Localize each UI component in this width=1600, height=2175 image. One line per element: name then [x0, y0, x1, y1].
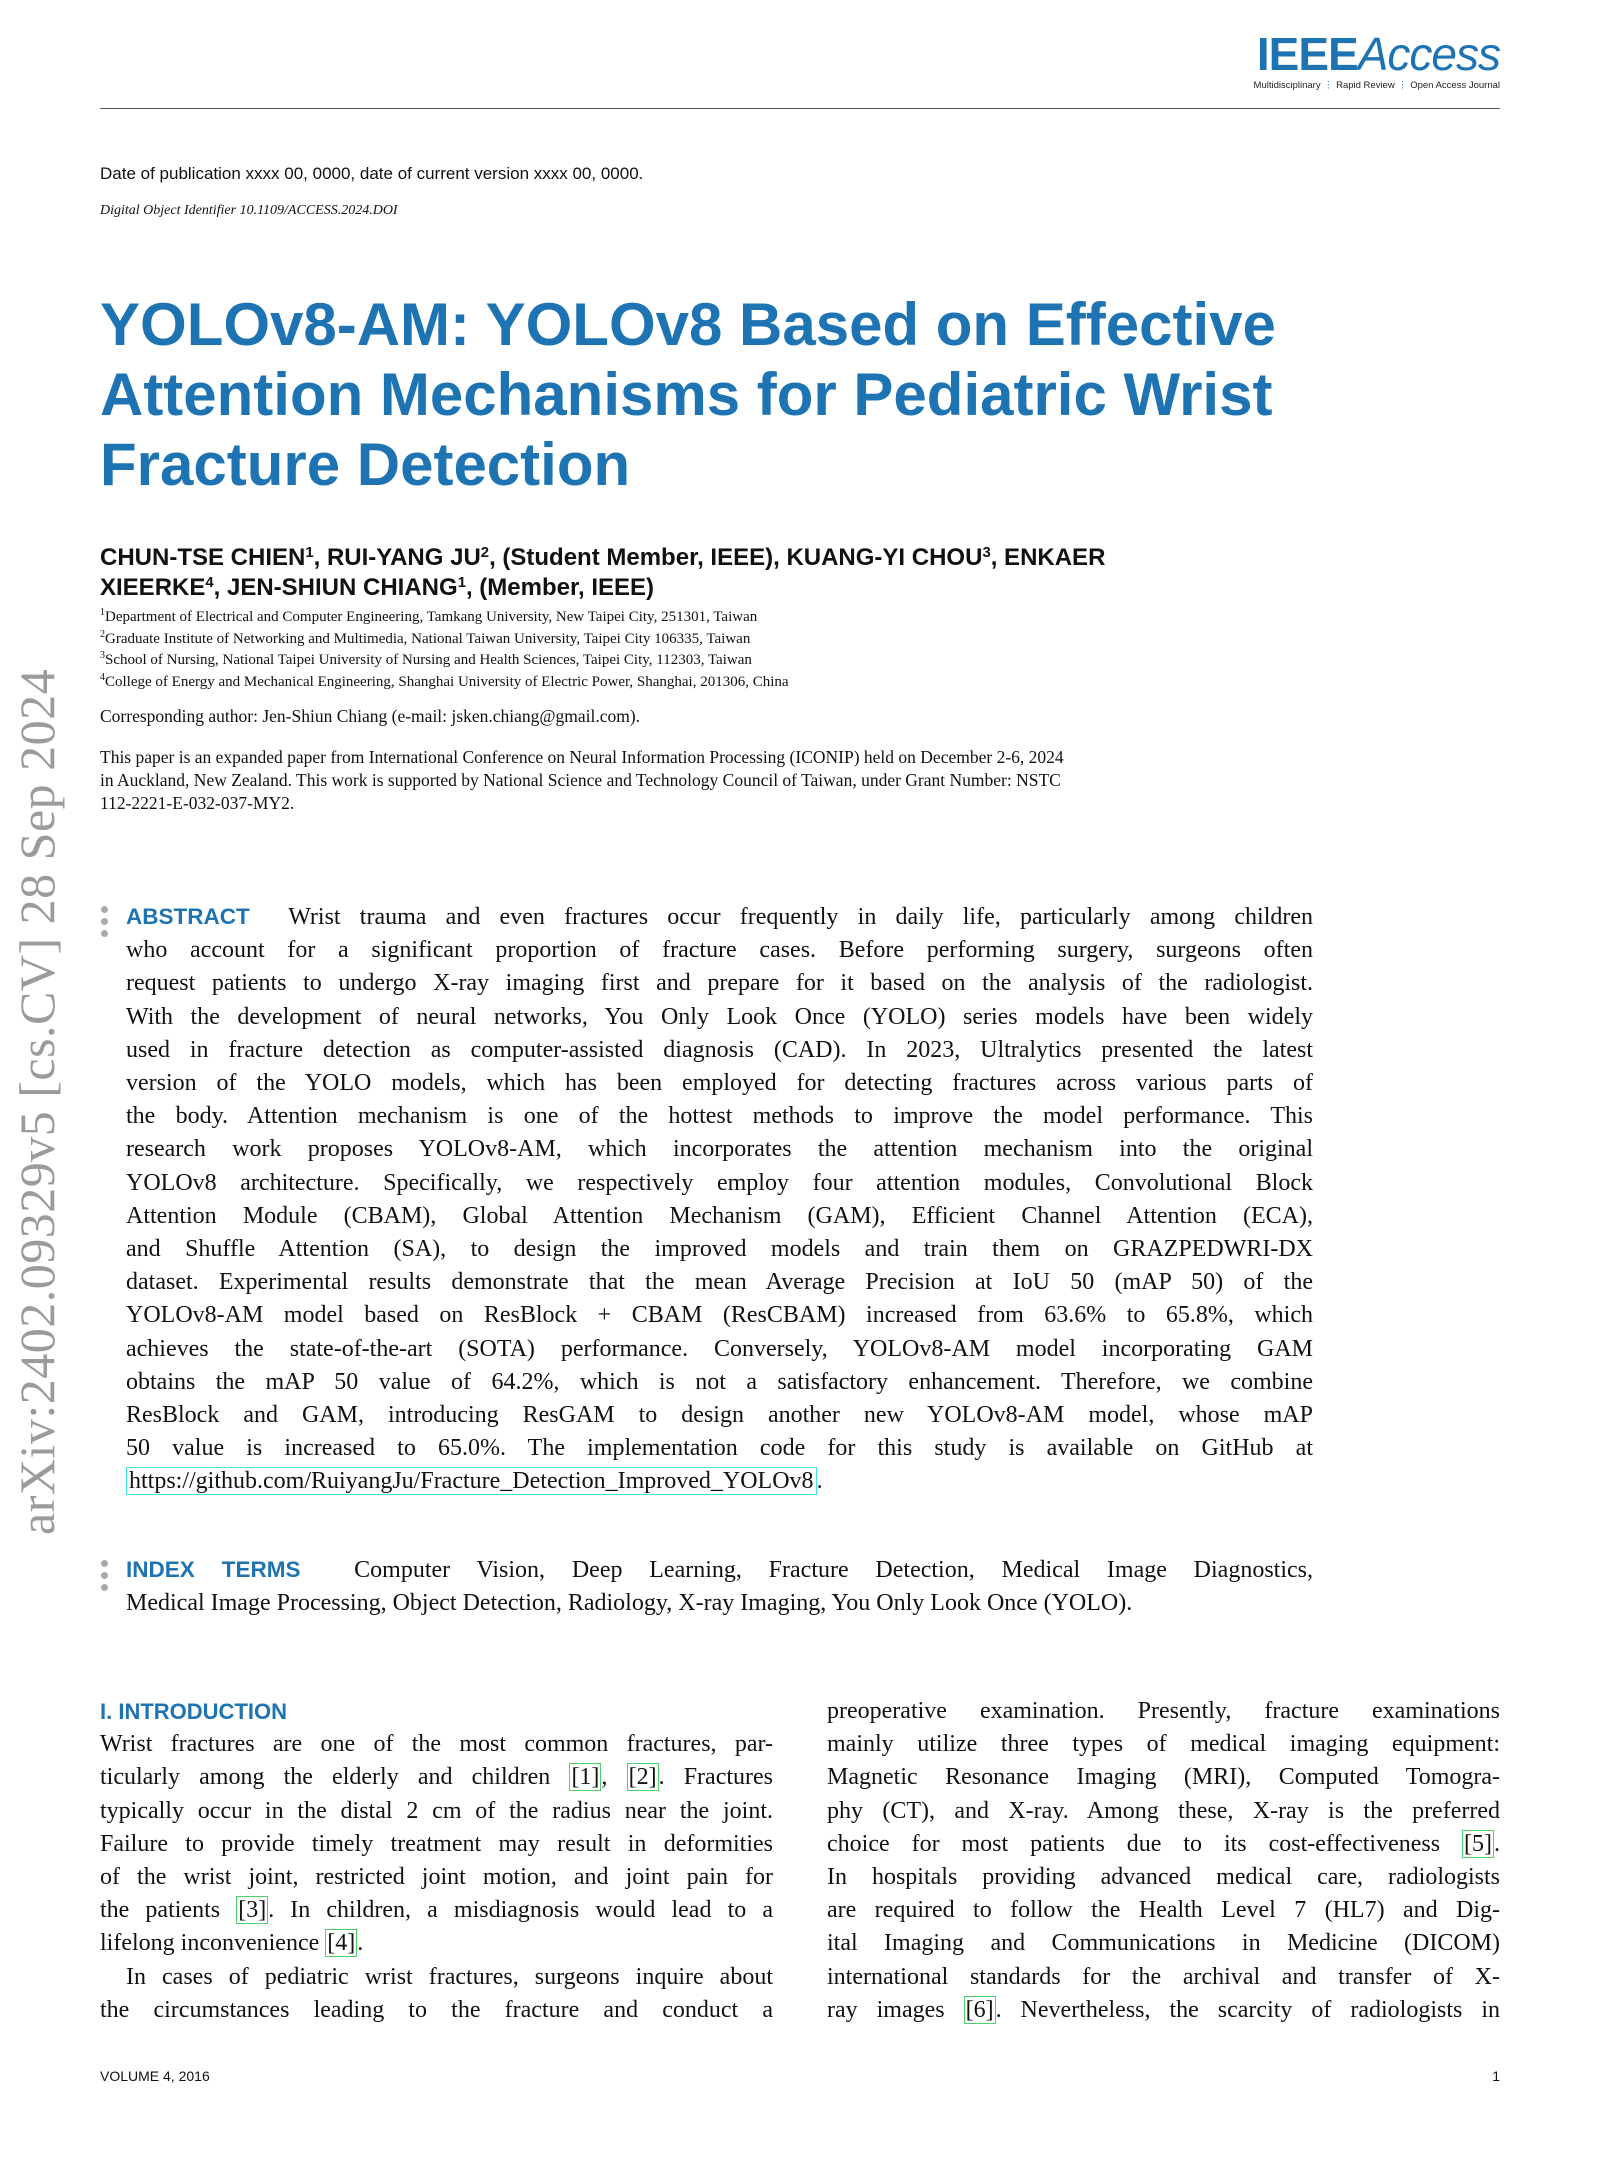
affiliation-text: College of Energy and Mechanical Engineering, Shanghai University of Electric Power, Shanghai, 201306, China [105, 673, 789, 690]
journal-tagline [1254, 80, 1500, 91]
author-sup: 3 [982, 544, 991, 561]
body-line: are required to follow the Health Level 7 (HL7) and Dig- [827, 1897, 1500, 1924]
brand-access: Access [1357, 28, 1500, 80]
abstract-line: Attention Module (CBAM), Global Attention Mechanism (GAM), Efficient Channel Attention (ECA), [126, 1202, 1313, 1229]
body-line: mainly utilize three types of medical imaging equipment: [827, 1731, 1500, 1758]
abstract-line: ResBlock and GAM, introducing ResGAM to design another new YOLOv8-AM model, whose mAP [126, 1402, 1313, 1429]
abstract-line: obtains the mAP 50 value of 64.2%, which is not a satisfactory enhancement. Therefore, we combine [126, 1368, 1313, 1395]
body-line [827, 1994, 1500, 2027]
tagline-separator: ⋮ [1397, 80, 1408, 91]
author-sup: 4 [205, 574, 214, 591]
body-text: the patients [100, 1897, 237, 1924]
index-terms-heading: INDEX TERMS [126, 1557, 301, 1582]
abstract-text: Wrist trauma and even fractures occur frequently in daily life, particularly among children [288, 904, 1314, 930]
citation-link[interactable]: [6] [965, 1996, 994, 2023]
citation-link[interactable]: [2] [628, 1764, 657, 1791]
note-line: 112-2221-E-032-037-MY2. [100, 793, 295, 813]
body-text: . [1494, 1830, 1500, 1857]
title-line: Fracture Detection [100, 431, 631, 498]
footer-volume: VOLUME 4, 2016 [100, 2068, 210, 2084]
author-list [100, 543, 1300, 603]
body-text: . Nevertheless, the scarcity of radiologists in [995, 1996, 1500, 2023]
affiliation-sup: 4 [100, 671, 105, 683]
citation-link[interactable]: [3] [238, 1897, 267, 1924]
body-column-right [827, 1695, 1500, 2027]
tagline-item: Open Access Journal [1410, 80, 1500, 91]
body-line [827, 1828, 1500, 1861]
abstract-line: With the development of neural networks, You Only Look Once (YOLO) series models have been widely [126, 1003, 1313, 1030]
body-line: preoperative examination. Presently, fracture examinations [827, 1698, 1500, 1724]
tagline-item: Rapid Review [1336, 80, 1395, 91]
author: , (Member, IEEE) [465, 574, 655, 601]
abstract-line: the body. Attention mechanism is one of the hottest methods to improve the model performance. This [126, 1103, 1313, 1130]
index-terms [126, 1553, 1313, 1620]
github-link[interactable]: https://github.com/RuiyangJu/Fracture_Detection_Improved_YOLOv8 [126, 1467, 817, 1495]
body-column-left [100, 1695, 773, 2027]
abstract-line: used in fracture detection as computer-assisted diagnosis (CAD). In 2023, Ultralytics presented the latest [126, 1036, 1313, 1063]
abstract-line: 50 value is increased to 65.0%. The implementation code for this study is available on GitHub at [126, 1435, 1313, 1462]
body-line: Wrist fractures are one of the most common fractures, par- [100, 1731, 773, 1758]
publication-date: Date of publication xxxx 00, 0000, date of current version xxxx 00, 0000. [100, 164, 644, 183]
author-sup: 1 [305, 544, 314, 561]
affiliations [100, 607, 789, 693]
body-line [100, 1894, 773, 1927]
body-line: ital Imaging and Communications in Medicine (DICOM) [827, 1930, 1500, 1957]
author-line [100, 573, 1300, 603]
corresponding-author: Corresponding author: Jen-Shiun Chiang (e-mail: jsken.chiang@gmail.com). [100, 706, 641, 726]
tagline-item: Multidisciplinary [1253, 80, 1321, 91]
affiliation [100, 629, 789, 651]
author: , RUI-YANG JU [313, 544, 481, 571]
affiliation [100, 650, 789, 672]
affiliation [100, 672, 789, 694]
body-text: , [601, 1764, 627, 1791]
index-terms-line: Medical Image Processing, Object Detection, Radiology, X-ray Imaging, You Only Look Once (YOLO). [126, 1590, 1133, 1617]
citation-link[interactable]: [1] [571, 1764, 600, 1791]
page-number: 1 [1492, 2068, 1500, 2084]
abstract-line: who account for a significant proportion of fracture cases. Before performing surgery, surgeons often [126, 937, 1313, 964]
body-text: . In children, a misdiagnosis would lead to a [268, 1897, 774, 1924]
body-line: typically occur in the distal 2 cm of the radius near the joint. [100, 1797, 773, 1824]
affiliation-sup: 1 [100, 607, 105, 618]
affiliation-text: Department of Electrical and Computer Engineering, Tamkang University, New Taipei City, 251301, Taiwan [105, 609, 758, 625]
abstract-line: research work proposes YOLOv8-AM, which incorporates the attention mechanism into the original [126, 1136, 1313, 1163]
index-terms-line [126, 1553, 1313, 1587]
affiliation-text: School of Nursing, National Taipei University of Nursing and Health Sciences, Taipei City, 112303, Taiwan [105, 652, 752, 668]
author: , (Student Member, IEEE), KUANG-YI CHOU [489, 544, 983, 571]
author-line [100, 543, 1300, 573]
tagline-separator: ⋮ [1323, 80, 1334, 91]
abstract-line: achieves the state-of-the-art (SOTA) performance. Conversely, YOLOv8-AM model incorporating GAM [126, 1335, 1313, 1362]
body-line: of the wrist joint, restricted joint motion, and joint pain for [100, 1864, 773, 1891]
abstract-line: dataset. Experimental results demonstrate that the mean Average Precision at IoU 50 (mAP 50) of the [126, 1269, 1313, 1296]
author-sup: 2 [480, 544, 490, 561]
affiliation [100, 607, 789, 629]
body-text: lifelong inconvenience [100, 1930, 326, 1957]
author-sup: 1 [457, 574, 466, 591]
body-line: international standards for the archival and transfer of X- [827, 1963, 1500, 1990]
body-text: . Fractures [658, 1764, 774, 1791]
abstract-line: request patients to undergo X-ray imaging first and prepare for it based on the analysis of the radiologist. [126, 970, 1313, 997]
section-heading: I. INTRODUCTION [100, 1699, 287, 1724]
body-line [100, 1927, 773, 1960]
body-text: choice for most patients due to its cost-effectiveness [827, 1830, 1463, 1857]
body-line: Failure to provide timely treatment may result in deformities [100, 1830, 773, 1857]
author: CHUN-TSE CHIEN [100, 544, 306, 571]
body-line: In cases of pediatric wrist fractures, surgeons inquire about [126, 1963, 773, 1990]
abstract-heading: ABSTRACT [126, 904, 250, 929]
funding-note [100, 746, 1300, 815]
header-rule [100, 108, 1500, 109]
body-line: In hospitals providing advanced medical care, radiologists [827, 1864, 1500, 1891]
title-line: Attention Mechanisms for Pediatric Wrist [100, 361, 1273, 428]
body-line: the circumstances leading to the fracture and conduct a [100, 1996, 773, 2023]
abstract-line: YOLOv8 architecture. Specifically, we respectively employ four attention modules, Convolutional Block [126, 1169, 1313, 1196]
author: , JEN-SHIUN CHIANG [213, 574, 458, 601]
index-terms-dots-icon [101, 1560, 109, 1596]
abstract-dots-icon [101, 906, 109, 942]
abstract-line: and Shuffle Attention (SA), to design the improved models and train them on GRAZPEDWRI-DX [126, 1236, 1313, 1263]
body-text: ray images [827, 1996, 964, 2023]
abstract [126, 900, 1313, 1499]
body-line [100, 1761, 773, 1794]
body-line: Magnetic Resonance Imaging (MRI), Computed Tomogra- [827, 1764, 1500, 1791]
author: , ENKAER [990, 544, 1106, 571]
body-line: phy (CT), and X-ray. Among these, X-ray is the preferred [827, 1797, 1500, 1824]
affiliation-sup: 2 [100, 628, 105, 640]
abstract-line [126, 1465, 1313, 1498]
abstract-line: version of the YOLO models, which has been employed for detecting fractures across various parts of [126, 1070, 1313, 1097]
journal-brand [1254, 28, 1500, 80]
citation-link[interactable]: [4] [327, 1930, 356, 1957]
paper-title [100, 290, 1400, 500]
doi: Digital Object Identifier 10.1109/ACCESS.2024.DOI [100, 203, 398, 218]
affiliation-text: Graduate Institute of Networking and Multimedia, National Taiwan University, Taipei City 106335, Taiwan [105, 630, 751, 647]
index-terms-text: Computer Vision, Deep Learning, Fracture Detection, Medical Image Diagnostics, [354, 1557, 1313, 1583]
title-line: YOLOv8-AM: YOLOv8 Based on Effective [100, 291, 1276, 358]
author: XIEERKE [100, 574, 206, 601]
brand-ieee: IEEE [1256, 28, 1358, 80]
note-line: This paper is an expanded paper from International Conference on Neural Information Processing (ICONIP) held on December 2-6, 2024 [100, 747, 1064, 767]
abstract-line [126, 900, 1313, 934]
arxiv-stamp: arXiv:2402.09329v5 [cs.CV] 28 Sep 2024 [9, 668, 65, 1535]
abstract-line: YOLOv8-AM model based on ResBlock + CBAM (ResCBAM) increased from 63.6% to 65.8%, which [126, 1302, 1313, 1329]
body-text: . [357, 1930, 364, 1957]
body-text: ticularly among the elderly and children [100, 1764, 570, 1791]
journal-logo [1254, 28, 1500, 91]
affiliation-sup: 3 [100, 650, 105, 661]
citation-link[interactable]: [5] [1464, 1830, 1492, 1857]
note-line: in Auckland, New Zealand. This work is supported by National Science and Technology Council of Taiwan, under Grant Number: NSTC [100, 770, 1061, 790]
abstract-text: . [816, 1468, 823, 1495]
